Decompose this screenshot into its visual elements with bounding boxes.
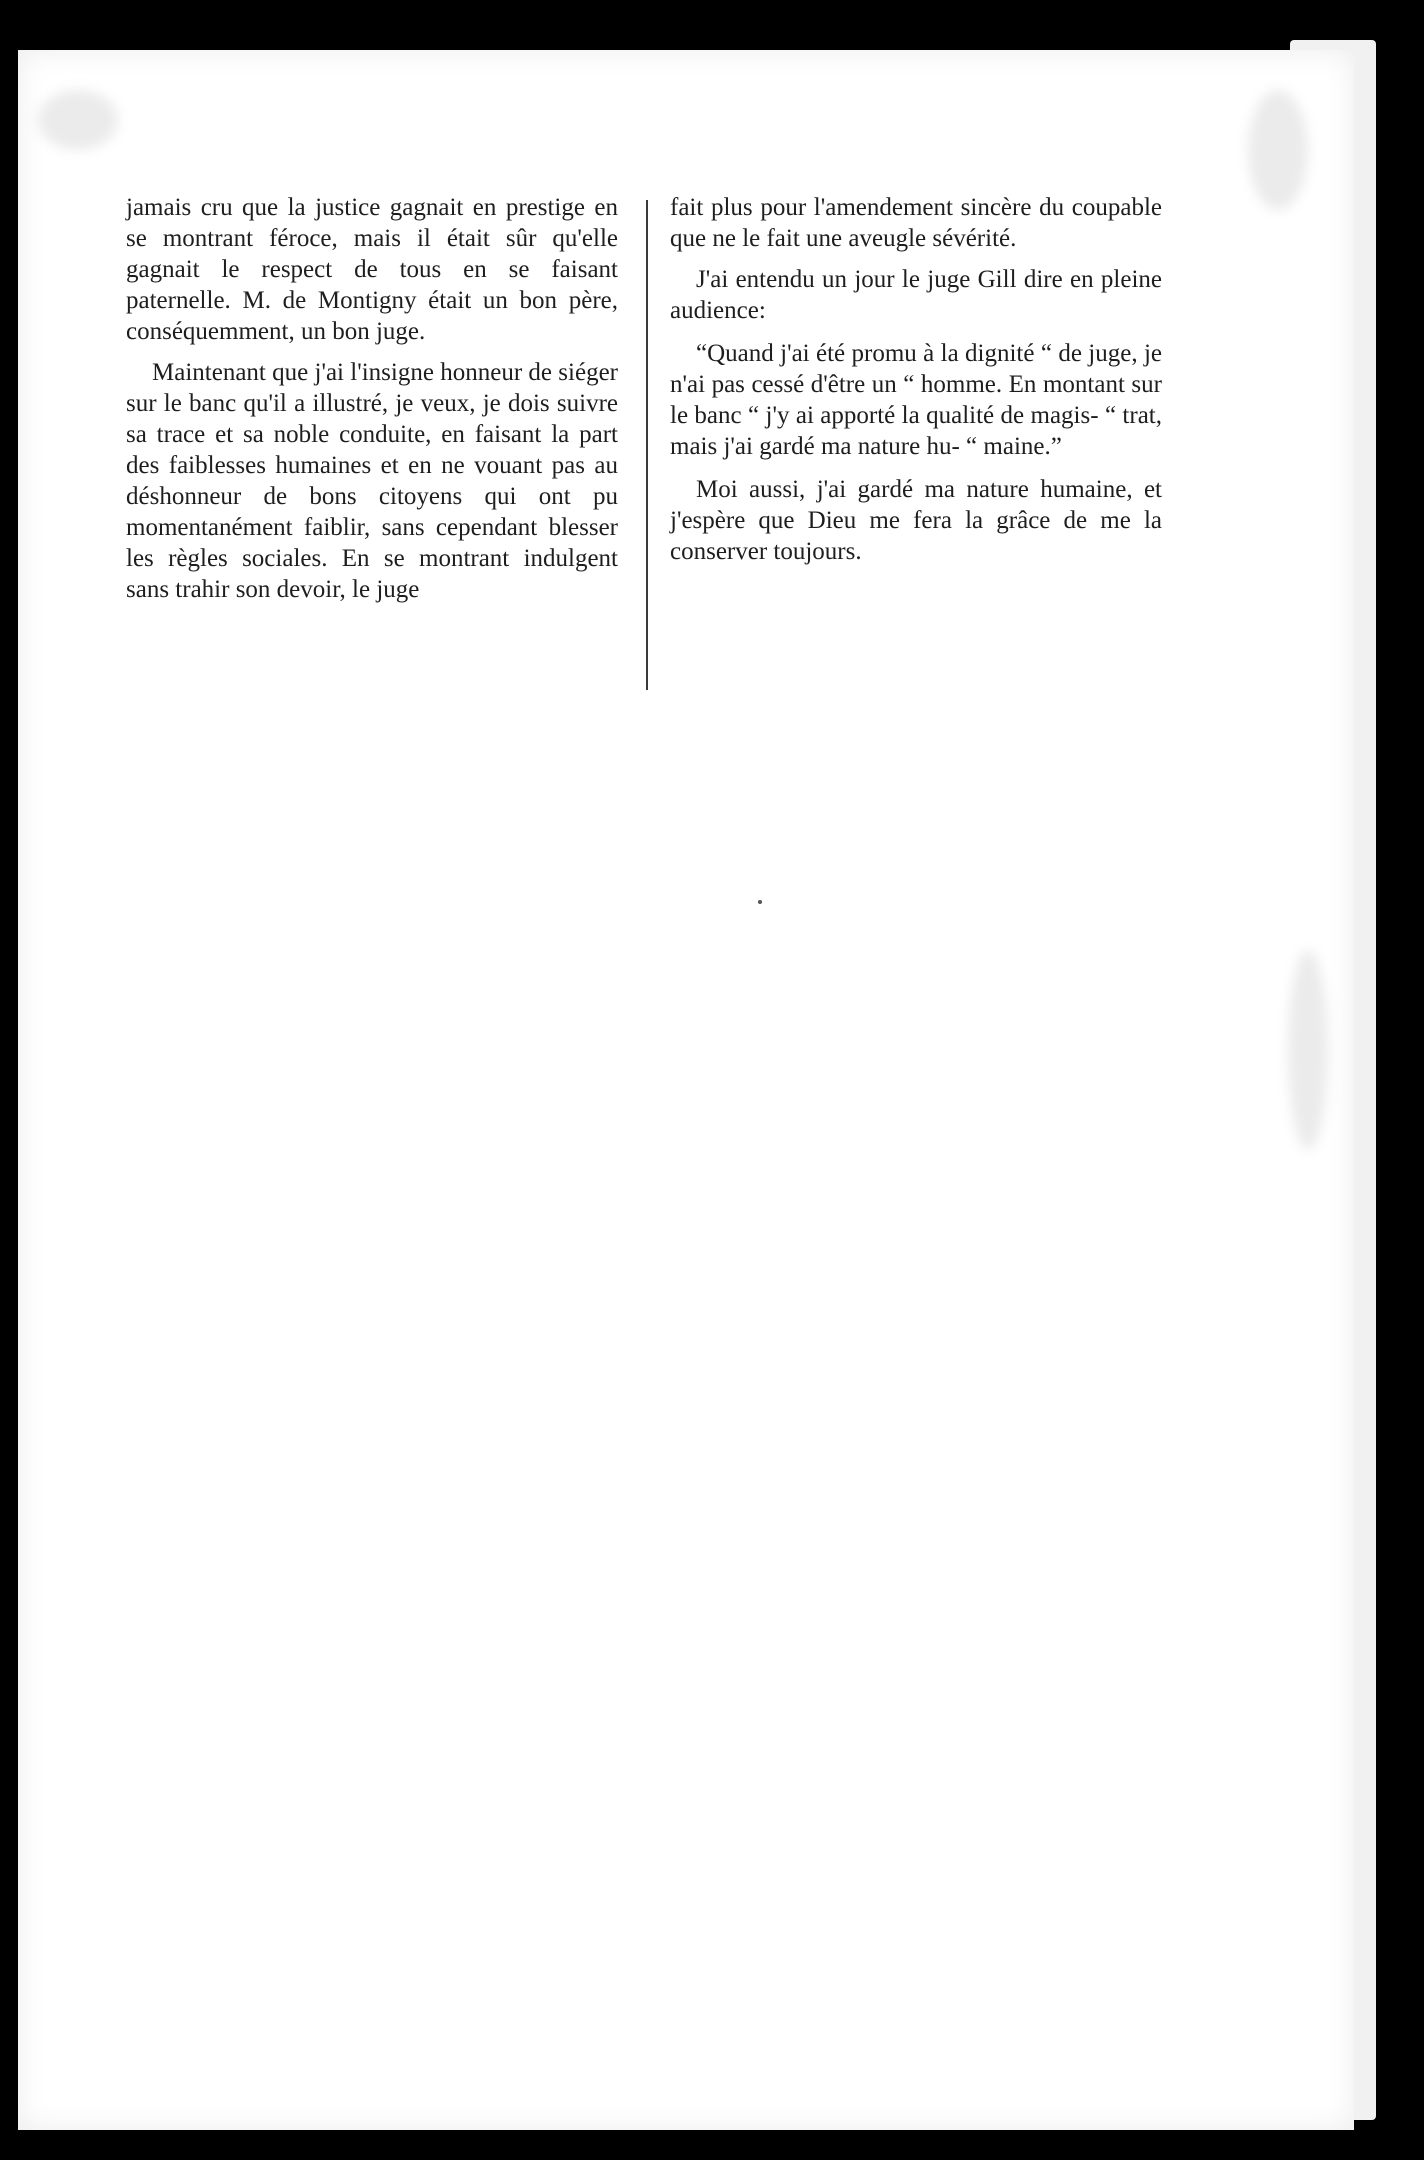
scan-speck [758,900,762,904]
paragraph: jamais cru que la justice gagnait en prestige en se montrant féroce, mais il était sûr qu'elle gagnait le respect de tous en se faisant paternelle. M. de Montigny était un bon père, conséquemment, un bon juge. [126,194,618,345]
closing-paragraph: Moi aussi, j'ai gardé ma nature humaine, et j'espère que Dieu me fera la grâce de me la conserver toujours. [670,476,1162,565]
paragraph: J'ai entendu un jour le juge Gill dire en pleine audience: [670,266,1162,324]
scan-smudge [1248,90,1308,210]
left-column [126,192,618,615]
scan-smudge [1288,950,1328,1150]
quotation: “Quand j'ai été promu à la dignité “ de juge, je n'ai pas cessé d'être un “ homme. En montant sur le banc “ j'y ai apporté la qualité de magis- “ trat, mais j'ai gardé ma nature hu- “ maine.” [670,340,1162,460]
paragraph: Maintenant que j'ai l'insigne honneur de siéger sur le banc qu'il a illustré, je veux, je dois suivre sa trace et sa noble conduite, en faisant la part des faiblesses humaines et en ne vouant pas au déshonneur de bons citoyens qui ont pu momentanément faiblir, sans cependant blesser les règles sociales. En se montrant indulgent sans trahir son devoir, le juge [126,359,618,603]
right-column [670,192,1162,577]
column-divider [646,200,648,690]
scan-smudge [38,90,118,150]
paragraph: fait plus pour l'amendement sincère du coupable que ne le fait une aveugle sévérité. [670,194,1162,252]
